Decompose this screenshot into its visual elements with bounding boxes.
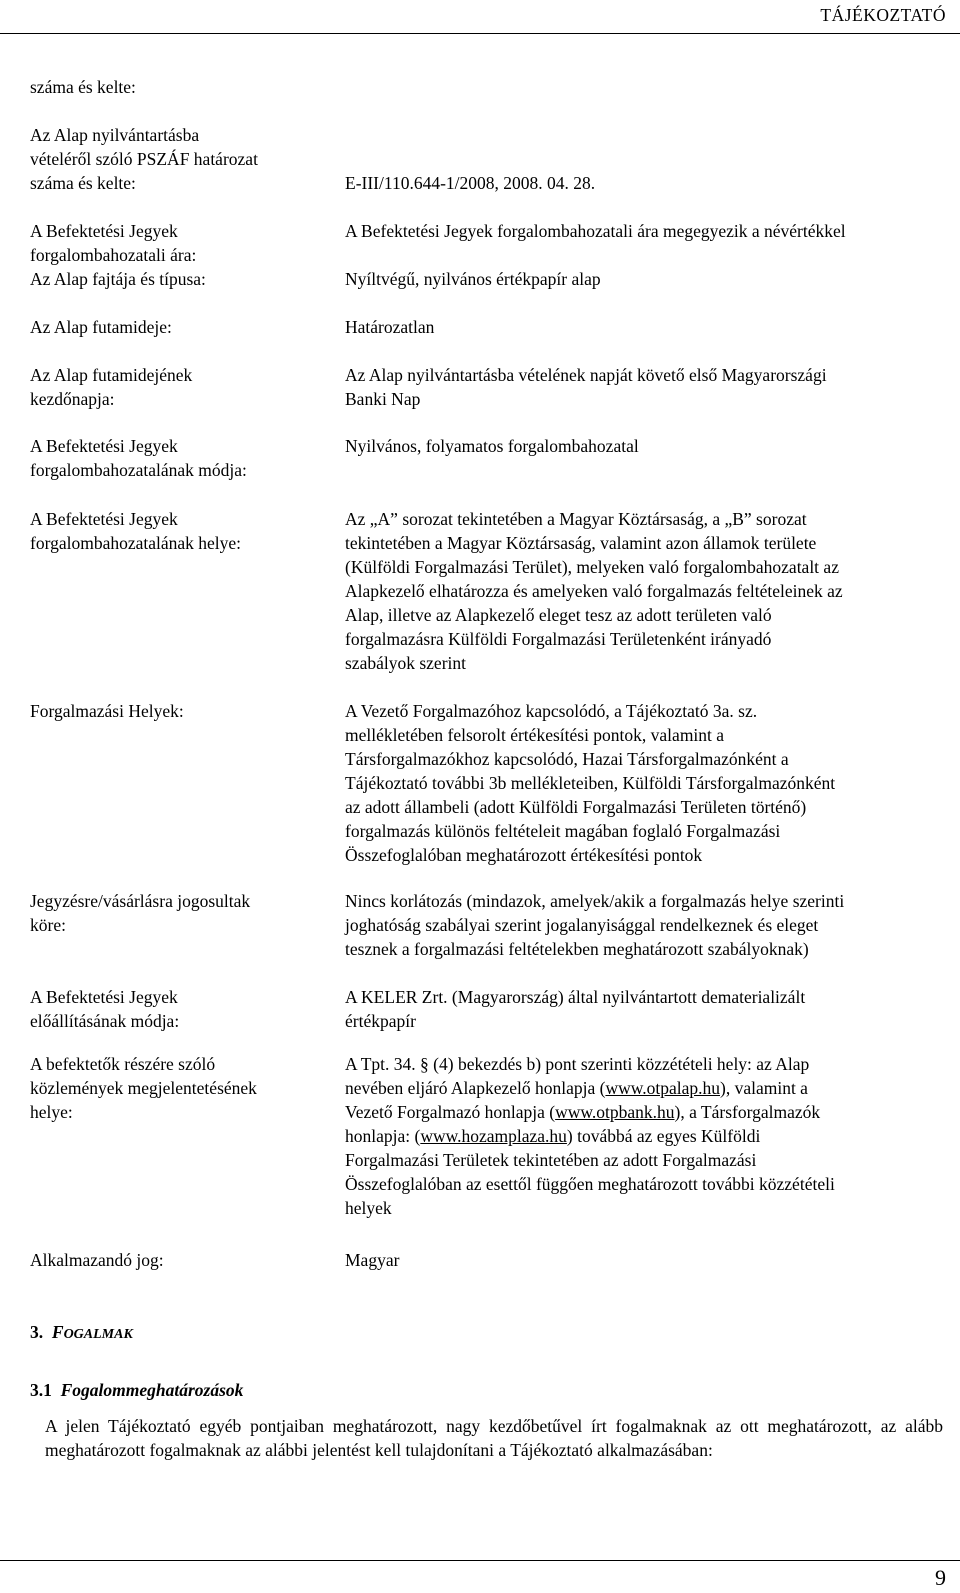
field-value: Alap, illetve az Alapkezelő eleget tesz az adott területen való	[345, 605, 772, 625]
field-value: mellékletében felsorolt értékesítési pontok, valamint a	[345, 725, 725, 745]
section-3-1-heading	[30, 1378, 243, 1402]
field-value: Alapkezelő elhatározza és amelyeken való forgalmazás feltételeinek az	[345, 581, 843, 601]
section-title-rest: OGALMAK	[63, 1327, 133, 1342]
publication-line	[345, 1124, 760, 1148]
field-label: A Befektetési Jegyek	[30, 509, 178, 529]
section-number: 3.	[30, 1322, 44, 1342]
field-label: A Befektetési Jegyek	[30, 221, 178, 241]
section-title-initial: F	[51, 1322, 64, 1342]
field-label: forgalombahozatali ára:	[30, 245, 197, 265]
publication-line	[345, 1076, 808, 1100]
text-span: ) továbbá az egyes Külföldi	[566, 1126, 761, 1146]
field-value: Nyíltvégű, nyilvános értékpapír alap	[345, 269, 601, 289]
field-label: A befektetők részére szóló	[30, 1054, 216, 1074]
text-span: honlapja: (	[345, 1126, 421, 1146]
publication-line: Összefoglalóban az esettől függően meghatározott további közzétételi	[345, 1174, 835, 1194]
field-label: Az Alap futamidejének	[30, 365, 193, 385]
field-value: Tájékoztató további 3b mellékleteiben, Külföldi Társforgalmazónként	[345, 773, 836, 793]
field-label: Az Alap nyilvántartásba	[30, 125, 200, 145]
field-value: forgalmazás különös feltételeit magában foglaló Forgalmazási	[345, 821, 781, 841]
text-span: ), valamint a	[720, 1078, 808, 1098]
footer-rule	[0, 1560, 960, 1561]
field-label: forgalombahozatalának módja:	[30, 460, 247, 480]
field-label: Az Alap futamideje:	[30, 317, 172, 337]
header-title: TÁJÉKOZTATÓ	[820, 5, 946, 25]
field-value: A KELER Zrt. (Magyarország) által nyilvántartott dematerializált	[345, 987, 806, 1007]
field-label: helye:	[30, 1102, 73, 1122]
field-value: Nyilvános, folyamatos forgalombahozatal	[345, 436, 639, 456]
field-value: tesznek a forgalmazási feltételekben meghatározott szabályoknak)	[345, 939, 809, 959]
field-label: vételéről szóló PSZÁF határozat	[30, 149, 258, 169]
field-value: Nincs korlátozás (mindazok, amelyek/akik a forgalmazás helye szerinti	[345, 891, 845, 911]
field-value: joghatóság szabályai szerint jogalanyisággal rendelkeznek és eleget	[345, 915, 819, 935]
otpalap-link[interactable]: www.otpalap.hu	[605, 1078, 720, 1098]
publication-line: helyek	[345, 1198, 392, 1218]
section-number: 3.1	[30, 1380, 52, 1400]
field-value: forgalmazásra Külföldi Forgalmazási Területenként irányadó	[345, 629, 772, 649]
field-value: Az Alap nyilvántartásba vételének napját követő első Magyarországi	[345, 365, 827, 385]
field-value: E-III/110.644-1/2008, 2008. 04. 28.	[345, 173, 596, 193]
field-value: Az „A” sorozat tekintetében a Magyar Köztársaság, a „B” sorozat	[345, 509, 807, 529]
field-label: A Befektetési Jegyek	[30, 987, 178, 1007]
field-label: közlemények megjelentetésének	[30, 1078, 257, 1098]
field-value: Magyar	[345, 1250, 400, 1270]
field-label: száma és kelte:	[30, 173, 136, 193]
field-label: kezdőnapja:	[30, 389, 115, 409]
field-label: Forgalmazási Helyek:	[30, 701, 184, 721]
text-span: nevében eljáró Alapkezelő honlapja (	[345, 1078, 606, 1098]
field-label: köre:	[30, 915, 66, 935]
publication-line	[345, 1100, 820, 1124]
field-value: Határozatlan	[345, 317, 435, 337]
field-value: értékpapír	[345, 1011, 416, 1031]
section-title: Fogalommeghatározások	[60, 1380, 244, 1400]
field-label: forgalombahozatalának helye:	[30, 533, 242, 553]
field-label: Alkalmazandó jog:	[30, 1250, 164, 1270]
field-label: előállításának módja:	[30, 1011, 180, 1031]
page-number: 9	[935, 1565, 946, 1590]
hozamplaza-link[interactable]: www.hozamplaza.hu	[420, 1126, 567, 1146]
field-value: Társforgalmazókhoz kapcsolódó, Hazai Társforgalmazónként a	[345, 749, 789, 769]
field-label: száma és kelte:	[30, 77, 136, 97]
section-3-heading	[30, 1320, 133, 1347]
publication-line: Forgalmazási Területek tekintetében az adott Forgalmazási	[345, 1150, 757, 1170]
intro-paragraph: A jelen Tájékoztató egyéb pontjaiban meghatározott, nagy kezdőbetűvel írt fogalmaknak az ott meghatározott, az alább meghatározott fogalmaknak az alábbi jelentést kell tulajdonítani a Tájékoztató alkalmazásában:	[45, 1416, 943, 1460]
field-label: Az Alap fajtája és típusa:	[30, 269, 206, 289]
field-value: tekintetében a Magyar Köztársaság, valamint azon államok területe	[345, 533, 817, 553]
field-value: az adott állambeli (adott Külföldi Forgalmazási Területen történő)	[345, 797, 807, 817]
publication-line: A Tpt. 34. § (4) bekezdés b) pont szerinti közzétételi hely: az Alap	[345, 1054, 810, 1074]
field-value: A Befektetési Jegyek forgalombahozatali ára megegyezik a névértékkel	[345, 221, 846, 241]
field-value: Banki Nap	[345, 389, 421, 409]
text-span: ), a Társforgalmazók	[674, 1102, 821, 1122]
field-label: A Befektetési Jegyek	[30, 436, 178, 456]
field-value: szabályok szerint	[345, 653, 466, 673]
page-header	[0, 0, 960, 38]
field-value: Összefoglalóban meghatározott értékesítési pontok	[345, 845, 703, 865]
field-value: A Vezető Forgalmazóhoz kapcsolódó, a Tájékoztató 3a. sz.	[345, 701, 758, 721]
field-label: Jegyzésre/vásárlásra jogosultak	[30, 891, 251, 911]
otpbank-link[interactable]: www.otpbank.hu	[555, 1102, 675, 1122]
field-value: (Külföldi Forgalmazási Terület), melyeken való forgalombahozatalt az	[345, 557, 839, 577]
header-rule	[0, 33, 960, 34]
text-span: Vezető Forgalmazó honlapja (	[345, 1102, 556, 1122]
